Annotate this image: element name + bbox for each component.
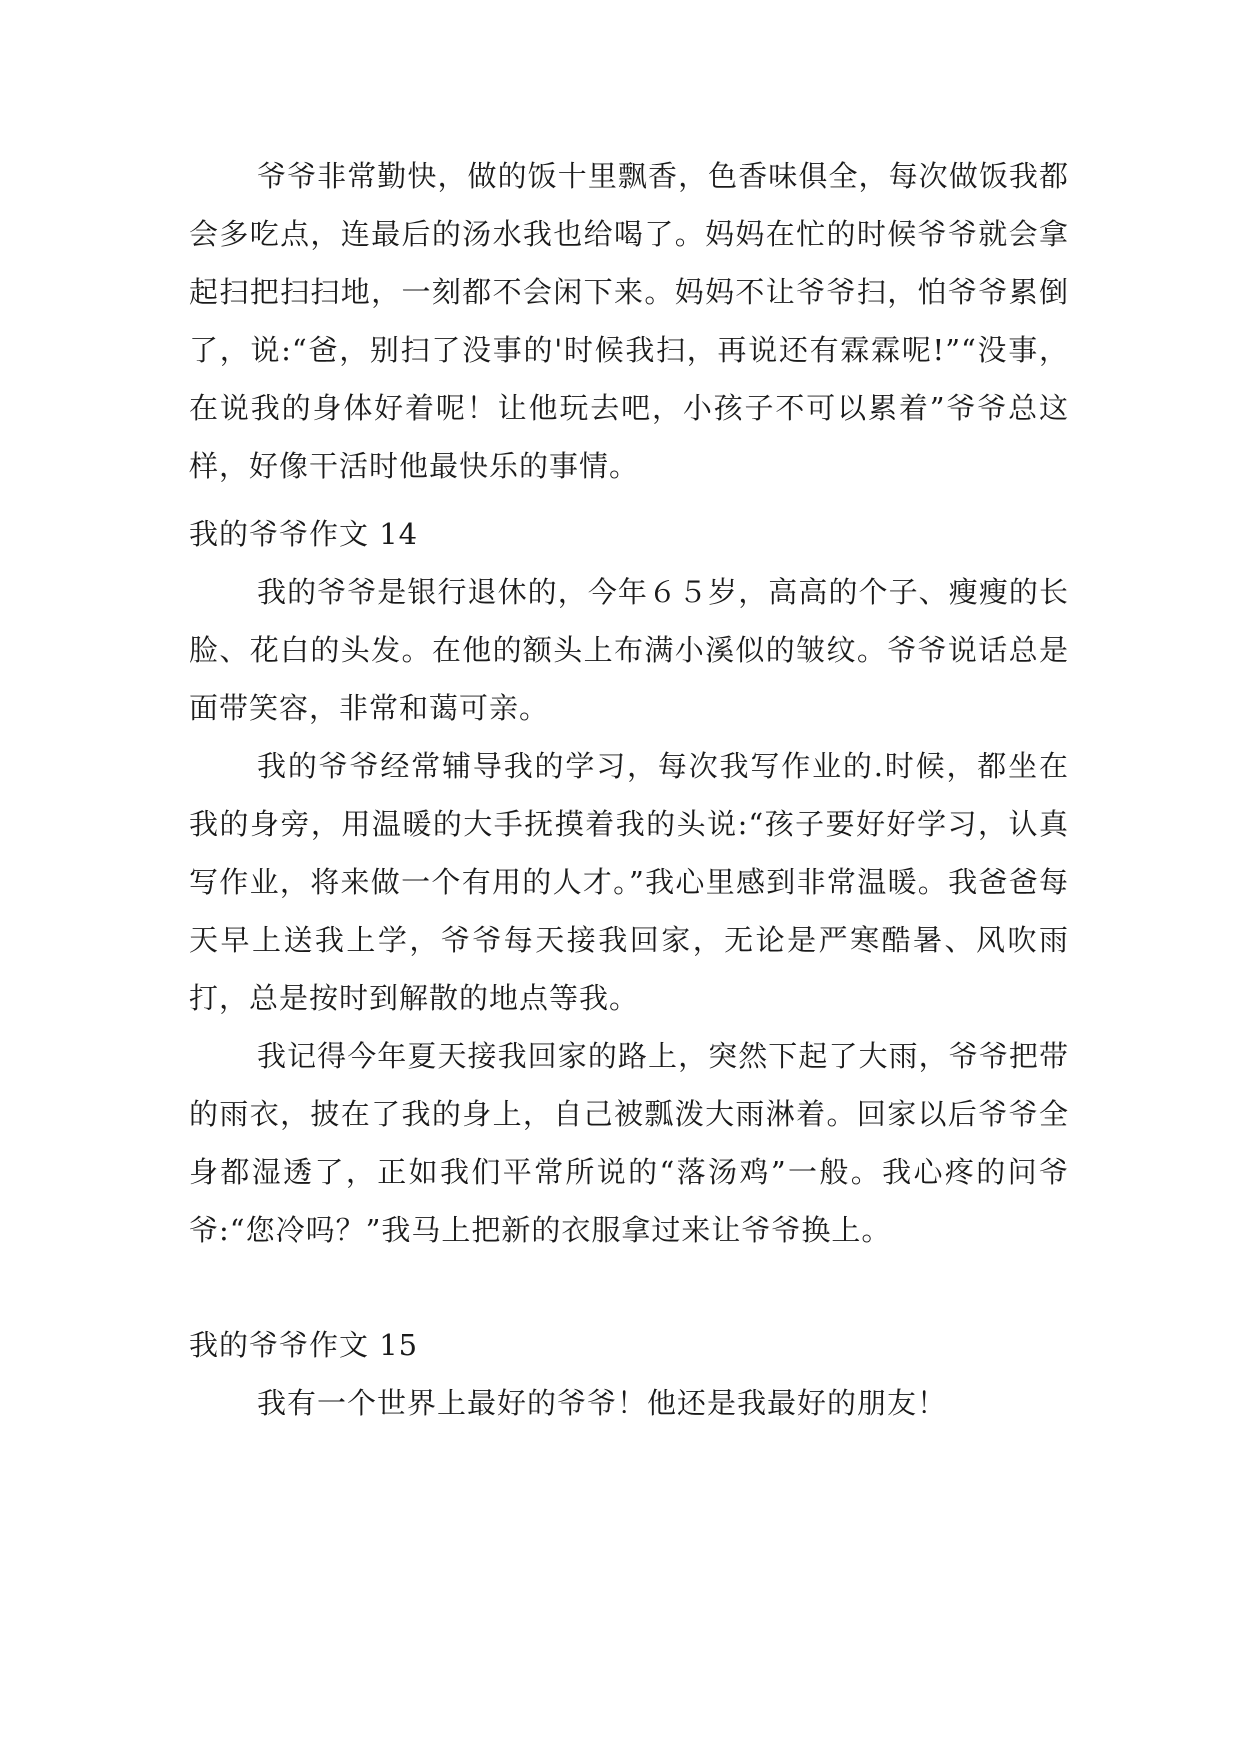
paragraph: 爷爷非常勤快，做的饭十里飘香，色香味俱全，每次做饭我都会多吃点，连最后的汤水我也给喝了。妈妈在忙的时候爷爷就会拿起扫把扫扫地，一刻都不会闲下来。妈妈不让爷爷扫，怕爷爷累倒了，说:“爸，别扫了没事的'时候我扫，再说还有霖霖呢!”“没事，在说我的身体好着呢！让他玩去吧，小孩子不可以累着”爷爷总这样，好像干活时他最快乐的事情。 bbox=[189, 159, 1069, 483]
section-heading: 我的爷爷作文 15 bbox=[189, 1328, 419, 1362]
paragraph: 我有一个世界上最好的爷爷！他还是我最好的朋友！ bbox=[257, 1386, 948, 1420]
paragraph: 我记得今年夏天接我回家的路上，突然下起了大雨，爷爷把带的雨衣，披在了我的身上，自己被瓢泼大雨淋着。回家以后爷爷全身都湿透了，正如我们平常所说的“落汤鸡”一般。我心疼的问爷爷:“您冷吗？”我马上把新的衣服拿过来让爷爷换上。 bbox=[189, 1039, 1069, 1247]
paragraph: 我的爷爷是银行退休的，今年６５岁，高高的个子、瘦瘦的长脸、花白的头发。在他的额头上布满小溪似的皱纹。爷爷说话总是面带笑容，非常和蔼可亲。 bbox=[189, 575, 1069, 725]
section-heading: 我的爷爷作文 14 bbox=[189, 517, 419, 551]
paragraph: 我的爷爷经常辅导我的学习，每次我写作业的.时候，都坐在我的身旁，用温暖的大手抚摸着我的头说:“孩子要好好学习，认真写作业，将来做一个有用的人才。”我心里感到非常温暖。我爸爸每天早上送我上学，爷爷每天接我回家，无论是严寒酷暑、风吹雨打，总是按时到解散的地点等我。 bbox=[189, 749, 1069, 1015]
